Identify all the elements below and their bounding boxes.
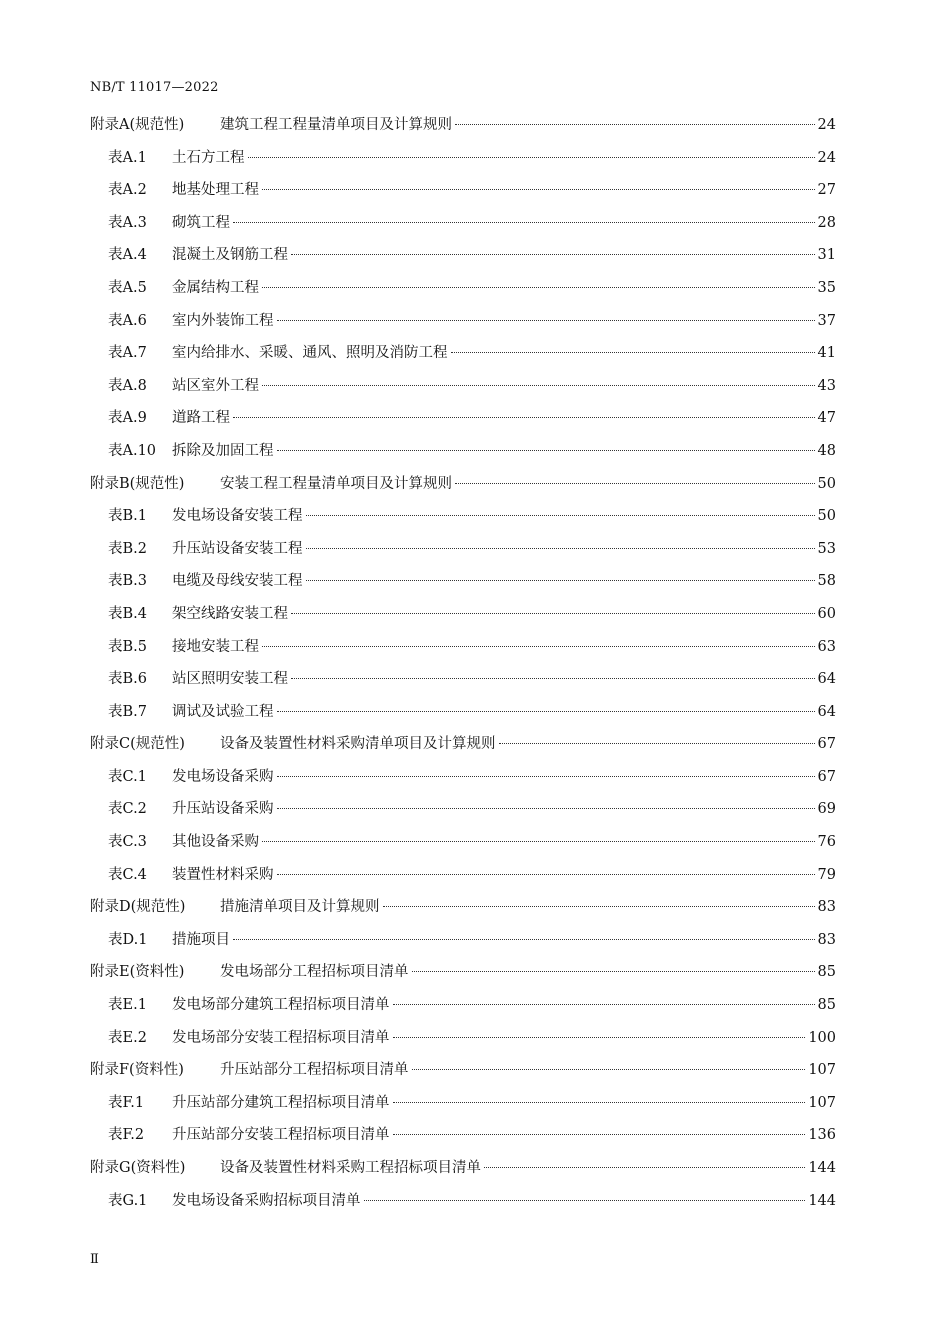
toc-entry-label xyxy=(108,830,259,851)
toc-table-entry[interactable] xyxy=(90,602,836,635)
toc-entry-label xyxy=(108,797,274,818)
toc-entry-page: 27 xyxy=(817,182,836,199)
toc-entry-title: 发电场设备安装工程 xyxy=(172,508,303,525)
toc-entry-page: 64 xyxy=(817,703,836,720)
toc-entry-label xyxy=(108,602,288,623)
toc-entry-label xyxy=(108,211,230,232)
toc-leader-dots xyxy=(306,548,815,549)
toc-entry-number: 表A.10 xyxy=(108,442,157,459)
toc-entry-title: 室内给排水、采暖、通风、照明及消防工程 xyxy=(172,345,448,362)
toc-entry-page: 24 xyxy=(817,117,836,133)
toc-entry-title: 室内外装饰工程 xyxy=(172,312,274,329)
toc-entry-title: 道路工程 xyxy=(172,410,230,427)
toc-entry-label xyxy=(108,243,288,264)
toc-table-entry[interactable] xyxy=(90,309,836,342)
toc-table-entry[interactable] xyxy=(90,537,836,570)
toc-leader-dots xyxy=(455,124,815,125)
toc-table-entry[interactable] xyxy=(90,700,836,733)
toc-leader-dots xyxy=(393,1037,806,1038)
toc-entry-number: 表A.4 xyxy=(108,247,147,264)
toc-leader-dots xyxy=(277,874,815,875)
toc-entry-title: 发电场部分建筑工程招标项目清单 xyxy=(172,997,390,1014)
toc-entry-title: 升压站部分建筑工程招标项目清单 xyxy=(172,1094,390,1111)
toc-table-entry[interactable] xyxy=(90,635,836,668)
toc-entry-number: 附录G(资料性) xyxy=(90,1160,186,1176)
toc-table-entry[interactable] xyxy=(90,243,836,276)
toc-entry-label xyxy=(108,765,274,786)
toc-entry-title: 地基处理工程 xyxy=(172,182,259,199)
toc-entry-number: 表A.9 xyxy=(108,410,147,427)
toc-entry-label xyxy=(108,1189,361,1210)
toc-entry-label xyxy=(108,1123,390,1144)
toc-entry-page: 31 xyxy=(817,247,836,264)
toc-entry-page: 63 xyxy=(817,638,836,655)
toc-entry-page: 67 xyxy=(817,736,836,753)
toc-entry-label xyxy=(108,504,303,525)
toc-entry-page: 107 xyxy=(808,1062,836,1079)
toc-entry-title: 升压站设备采购 xyxy=(172,801,274,818)
toc-leader-dots xyxy=(277,450,815,451)
toc-entry-page: 50 xyxy=(817,508,836,525)
toc-leader-dots xyxy=(291,613,815,614)
toc-leader-dots xyxy=(233,417,815,418)
toc-entry-title: 土石方工程 xyxy=(172,149,245,166)
toc-entry-label xyxy=(108,635,259,656)
toc-entry-label xyxy=(108,667,288,688)
toc-entry-title: 设备及装置性材料采购工程招标项目清单 xyxy=(220,1160,481,1176)
toc-leader-dots xyxy=(262,189,815,190)
toc-entry-label xyxy=(108,569,303,590)
toc-leader-dots xyxy=(306,580,815,581)
toc-entry-label xyxy=(108,700,274,721)
toc-entry-title: 设备及装置性材料采购清单项目及计算规则 xyxy=(220,736,496,753)
toc-leader-dots xyxy=(262,646,815,647)
toc-entry-label xyxy=(90,960,409,981)
toc-entry-label xyxy=(108,146,245,167)
toc-entry-page: 41 xyxy=(817,345,836,362)
toc-table-entry[interactable] xyxy=(90,928,836,961)
toc-entry-title: 其他设备采购 xyxy=(172,834,259,851)
toc-entry-number: 表F.1 xyxy=(108,1094,145,1111)
toc-leader-dots xyxy=(393,1134,806,1135)
toc-leader-dots xyxy=(277,711,815,712)
toc-entry-number: 表A.2 xyxy=(108,182,147,199)
toc-entry-number: 表B.3 xyxy=(108,573,147,590)
toc-entry-page: 28 xyxy=(817,214,836,231)
toc-entry-page: 144 xyxy=(808,1192,836,1209)
toc-entry-title: 砌筑工程 xyxy=(172,214,230,231)
toc-entry-label xyxy=(90,1156,481,1177)
toc-entry-title: 升压站部分安装工程招标项目清单 xyxy=(172,1127,390,1144)
toc-appendix-entry[interactable] xyxy=(90,895,836,928)
toc-leader-dots xyxy=(277,320,815,321)
toc-table-entry[interactable] xyxy=(90,178,836,211)
toc-table-entry[interactable] xyxy=(90,1123,836,1156)
toc-appendix-entry[interactable] xyxy=(90,732,836,765)
toc-entry-number: 表B.7 xyxy=(108,703,147,720)
toc-appendix-entry[interactable] xyxy=(90,1156,836,1189)
toc-entry-number: 表A.5 xyxy=(108,279,147,296)
toc-entry-title: 安装工程工程量清单项目及计算规则 xyxy=(220,475,452,492)
toc-entry-label xyxy=(108,341,448,362)
toc-entry-number: 表C.3 xyxy=(108,834,147,851)
toc-entry-label xyxy=(108,1091,390,1112)
toc-leader-dots xyxy=(291,254,815,255)
toc-entry-title: 架空线路安装工程 xyxy=(172,605,288,622)
toc-leader-dots xyxy=(412,1069,806,1070)
toc-table-entry[interactable] xyxy=(90,1091,836,1124)
toc-entry-number: 表A.6 xyxy=(108,312,147,329)
toc-entry-label xyxy=(108,276,259,297)
toc-entry-page: 100 xyxy=(808,1029,836,1046)
toc-leader-dots xyxy=(412,971,815,972)
toc-entry-number: 表E.2 xyxy=(108,1029,147,1046)
toc-table-entry[interactable] xyxy=(90,146,836,179)
toc-entry-number: 附录A(规范性) xyxy=(90,117,185,133)
toc-leader-dots xyxy=(262,841,815,842)
toc-entry-title: 混凝土及钢筋工程 xyxy=(172,247,288,264)
toc-entry-label xyxy=(108,1026,390,1047)
toc-entry-number: 表F.2 xyxy=(108,1127,145,1144)
toc-entry-page: 76 xyxy=(817,834,836,851)
toc-entry-label xyxy=(90,113,452,134)
toc-entry-title: 接地安装工程 xyxy=(172,638,259,655)
toc-entry-number: 附录C(规范性) xyxy=(90,736,185,753)
toc-entry-title: 电缆及母线安装工程 xyxy=(172,573,303,590)
toc-entry-title: 升压站设备安装工程 xyxy=(172,540,303,557)
toc-entry-title: 拆除及加固工程 xyxy=(172,442,274,459)
toc-entry-page: 60 xyxy=(817,605,836,622)
toc-entry-title: 金属结构工程 xyxy=(172,279,259,296)
toc-leader-dots xyxy=(306,515,815,516)
table-of-contents xyxy=(90,113,836,1221)
toc-entry-title: 措施项目 xyxy=(172,931,230,948)
toc-entry-title: 发电场设备采购招标项目清单 xyxy=(172,1192,361,1209)
toc-leader-dots xyxy=(484,1167,805,1168)
toc-leader-dots xyxy=(364,1200,806,1201)
toc-leader-dots xyxy=(233,939,815,940)
toc-table-entry[interactable] xyxy=(90,374,836,407)
toc-leader-dots xyxy=(499,743,815,744)
toc-entry-title: 发电场部分安装工程招标项目清单 xyxy=(172,1029,390,1046)
toc-table-entry[interactable] xyxy=(90,667,836,700)
toc-entry-label xyxy=(108,178,259,199)
toc-entry-number: 表C.2 xyxy=(108,801,147,818)
toc-entry-page: 43 xyxy=(817,377,836,394)
toc-appendix-entry[interactable] xyxy=(90,960,836,993)
toc-entry-number: 表B.4 xyxy=(108,605,147,622)
toc-entry-label xyxy=(108,406,230,427)
toc-entry-page: 37 xyxy=(817,312,836,329)
toc-entry-page: 24 xyxy=(817,149,836,166)
toc-entry-number: 表B.2 xyxy=(108,540,147,557)
toc-table-entry[interactable] xyxy=(90,993,836,1026)
toc-entry-page: 107 xyxy=(808,1094,836,1111)
toc-entry-number: 附录F(资料性) xyxy=(90,1062,184,1079)
toc-entry-page: 67 xyxy=(817,768,836,785)
toc-entry-page: 58 xyxy=(817,573,836,590)
toc-entry-label xyxy=(108,439,274,460)
toc-entry-number: 表G.1 xyxy=(108,1192,148,1209)
page-number: Ⅱ xyxy=(90,1252,99,1267)
toc-appendix-entry[interactable] xyxy=(90,472,836,505)
toc-entry-page: 83 xyxy=(817,899,836,916)
toc-table-entry[interactable] xyxy=(90,1189,836,1222)
toc-entry-number: 表A.8 xyxy=(108,377,147,394)
toc-entry-number: 表E.1 xyxy=(108,997,147,1014)
toc-entry-number: 表D.1 xyxy=(108,931,148,948)
document-code: NB/T 11017—2022 xyxy=(90,80,219,95)
toc-table-entry[interactable] xyxy=(90,276,836,309)
toc-table-entry[interactable] xyxy=(90,569,836,602)
toc-entry-title: 调试及试验工程 xyxy=(172,703,274,720)
toc-leader-dots xyxy=(393,1102,806,1103)
toc-entry-label xyxy=(108,993,390,1014)
toc-entry-number: 附录E(资料性) xyxy=(90,964,185,981)
toc-table-entry[interactable] xyxy=(90,1026,836,1059)
toc-entry-page: 79 xyxy=(817,866,836,883)
toc-entry-number: 表A.3 xyxy=(108,214,147,231)
toc-entry-number: 表B.5 xyxy=(108,638,147,655)
toc-entry-title: 站区照明安装工程 xyxy=(172,671,288,688)
toc-entry-title: 措施清单项目及计算规则 xyxy=(220,899,380,916)
toc-entry-label xyxy=(108,928,230,949)
toc-table-entry[interactable] xyxy=(90,504,836,537)
toc-table-entry[interactable] xyxy=(90,830,836,863)
toc-table-entry[interactable] xyxy=(90,797,836,830)
toc-leader-dots xyxy=(455,483,815,484)
toc-appendix-entry[interactable] xyxy=(90,113,836,146)
toc-leader-dots xyxy=(451,352,815,353)
toc-entry-number: 附录D(规范性) xyxy=(90,899,186,916)
toc-entry-label xyxy=(90,895,380,916)
toc-leader-dots xyxy=(393,1004,815,1005)
toc-entry-number: 表C.1 xyxy=(108,768,147,785)
toc-leader-dots xyxy=(277,808,815,809)
toc-entry-title: 装置性材料采购 xyxy=(172,866,274,883)
toc-entry-page: 144 xyxy=(808,1160,836,1176)
toc-leader-dots xyxy=(248,157,815,158)
toc-entry-page: 85 xyxy=(817,997,836,1014)
toc-leader-dots xyxy=(262,287,815,288)
toc-entry-title: 发电场设备采购 xyxy=(172,768,274,785)
toc-entry-label xyxy=(90,472,452,493)
toc-leader-dots xyxy=(383,906,815,907)
toc-entry-number: 表A.1 xyxy=(108,149,147,166)
toc-table-entry[interactable] xyxy=(90,406,836,439)
toc-appendix-entry[interactable] xyxy=(90,1058,836,1091)
toc-table-entry[interactable] xyxy=(90,765,836,798)
toc-leader-dots xyxy=(291,678,815,679)
toc-entry-page: 83 xyxy=(817,931,836,948)
toc-entry-number: 表B.1 xyxy=(108,508,147,525)
toc-leader-dots xyxy=(277,776,815,777)
toc-entry-page: 48 xyxy=(817,442,836,459)
toc-entry-page: 136 xyxy=(808,1127,836,1144)
toc-leader-dots xyxy=(262,385,815,386)
toc-entry-title: 站区室外工程 xyxy=(172,377,259,394)
toc-entry-title: 升压站部分工程招标项目清单 xyxy=(220,1062,409,1079)
toc-entry-number: 表C.4 xyxy=(108,866,147,883)
toc-entry-label xyxy=(90,732,496,753)
toc-entry-page: 85 xyxy=(817,964,836,981)
toc-leader-dots xyxy=(233,222,815,223)
toc-entry-number: 附录B(规范性) xyxy=(90,475,185,492)
toc-entry-label xyxy=(108,374,259,395)
toc-table-entry[interactable] xyxy=(90,341,836,374)
toc-entry-label xyxy=(90,1058,409,1079)
toc-entry-page: 35 xyxy=(817,279,836,296)
toc-entry-label xyxy=(108,863,274,884)
toc-entry-title: 发电场部分工程招标项目清单 xyxy=(220,964,409,981)
toc-table-entry[interactable] xyxy=(90,439,836,472)
toc-table-entry[interactable] xyxy=(90,211,836,244)
toc-entry-page: 69 xyxy=(817,801,836,818)
toc-table-entry[interactable] xyxy=(90,863,836,896)
toc-entry-title: 建筑工程工程量清单项目及计算规则 xyxy=(220,117,452,133)
toc-entry-page: 64 xyxy=(817,671,836,688)
toc-entry-page: 50 xyxy=(817,475,836,492)
toc-entry-page: 47 xyxy=(817,410,836,427)
toc-entry-page: 53 xyxy=(817,540,836,557)
toc-entry-label xyxy=(108,537,303,558)
toc-entry-label xyxy=(108,309,274,330)
toc-entry-number: 表B.6 xyxy=(108,671,147,688)
toc-entry-number: 表A.7 xyxy=(108,345,147,362)
